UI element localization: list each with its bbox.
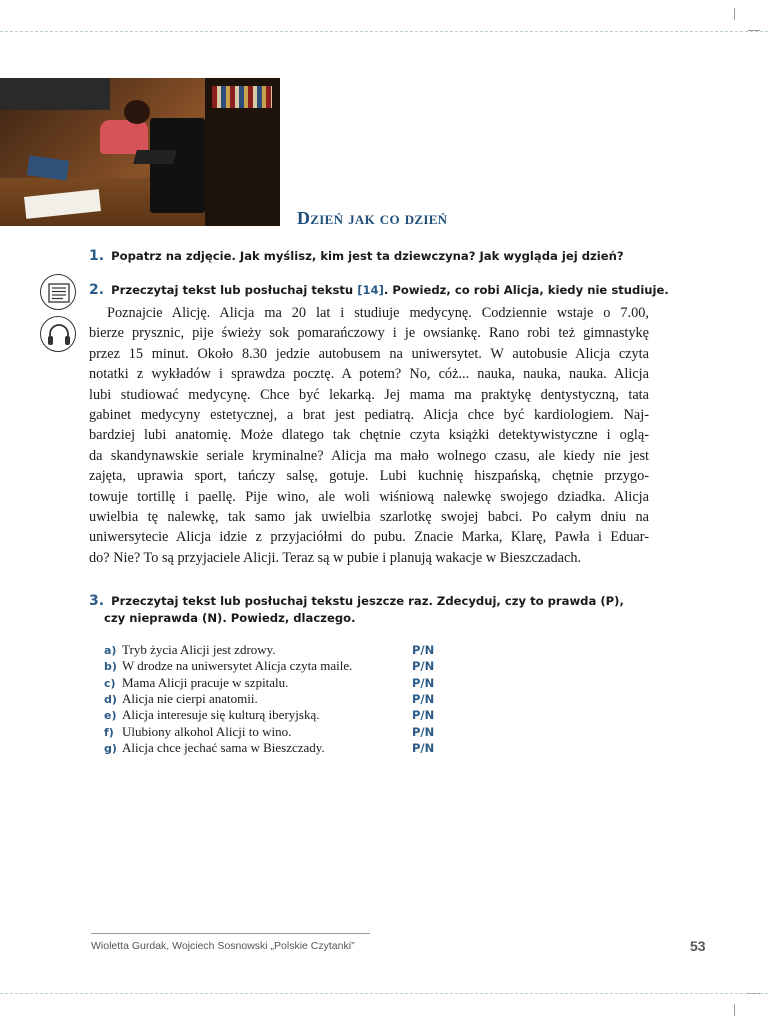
statement-text: Mama Alicji pracuje w szpitalu.	[122, 675, 289, 690]
statement-item	[104, 658, 352, 675]
reading-line: gabinet medycyny estetycznej, a brat jest pediatrą. Alicja chce być kardiologiem. Naj-	[89, 406, 649, 423]
task-text: Popatrz na zdjęcie. Jak myślisz, kim jest ta dziewczyna? Jak wygląda jej dzień?	[111, 249, 624, 263]
headphones-icon	[40, 316, 76, 352]
statement-item	[104, 675, 288, 692]
statement-letter: a)	[104, 644, 117, 657]
page-number: 53	[690, 938, 706, 954]
statement-item	[104, 740, 325, 757]
statement-text: W drodze na uniwersytet Alicja czyta maile.	[122, 658, 353, 673]
trim-line-top	[0, 31, 768, 32]
answer-choice[interactable]: P/N	[412, 741, 435, 755]
reading-line: notatki z wykładów i sprawdza pocztę. A potem? No, cóż... nauka, nauka, nauka. Alicja	[89, 366, 649, 383]
footer-credit: Wioletta Gurdak, Wojciech Sosnowski „Polskie Czytanki”	[91, 940, 355, 952]
answer-choice[interactable]: P/N	[412, 725, 435, 739]
statement-text: Alicja interesuje się kulturą iberyjską.	[122, 707, 320, 722]
reading-icon	[40, 274, 76, 310]
task-3	[89, 593, 624, 609]
task-number: 2.	[89, 282, 105, 298]
statement-text: Alicja chce jechać sama w Bieszczady.	[122, 740, 325, 755]
task-3-line-2	[104, 610, 356, 626]
footer-divider	[91, 933, 370, 934]
photo-girl-with-laptop	[0, 78, 280, 226]
task-number: 1.	[89, 248, 105, 264]
reading-line: uwielbia tę nalewkę, tak samo jak uwielbia szarlotkę swojej babci. Po całym dniu na	[89, 508, 649, 525]
reading-line: towuje tortillę i paellę. Pije wino, ale woli wiśniową nalewkę swojego dziadka. Alicja	[89, 488, 649, 505]
statement-text: Tryb życia Alicji jest zdrowy.	[122, 642, 276, 657]
reading-line: bardziej lubi anatomię. Może dlatego tak chętnie czyta książki detektywistyczne i oglą-	[89, 427, 649, 444]
reading-line: do? Nie? To są przyjaciele Alicji. Teraz są w pubie i planują wakacje w Bieszczadach.	[89, 549, 582, 566]
reading-text	[89, 303, 649, 568]
task-text: . Powiedz, co robi Alicja, kiedy nie studiuje.	[383, 283, 669, 297]
reading-line: da skandynawskie seriale kryminalne? Alicja ma mało wolnego czasu, ale kiedy nie jest	[89, 447, 649, 464]
reading-line: uniwersytecie Alicja idzie z przyjaciółmi do pubu. Znacie Marka, Klarę, Pawła i Eduar-	[89, 529, 649, 546]
task-text: czy nieprawda (N). Powiedz, dlaczego.	[104, 611, 356, 625]
crop-mark	[734, 8, 735, 20]
answer-choice[interactable]: P/N	[412, 708, 435, 722]
statement-item	[104, 642, 276, 659]
task-text: Przeczytaj tekst lub posłuchaj tekstu jeszcze raz. Zdecyduj, czy to prawda (P),	[111, 594, 624, 608]
statement-letter: f)	[104, 726, 114, 739]
reading-line: Poznajcie Alicję. Alicja ma 20 lat i studiuje medycynę. Codziennie wstaje o 7.00,	[107, 305, 649, 321]
answer-choice[interactable]: P/N	[412, 659, 435, 673]
task-text: Przeczytaj tekst lub posłuchaj tekstu	[111, 283, 358, 297]
page-title: Dzień jak co dzień	[297, 208, 448, 228]
audio-track-ref: [14]	[357, 283, 384, 297]
reading-line: zajęta, uprawia sport, tańczy salsę, gotuje. Lubi kuchnię hiszpańską, chętnie przygo-	[89, 468, 649, 485]
statement-text: Ulubiony alkohol Alicji to wino.	[122, 724, 292, 739]
statement-letter: g)	[104, 742, 117, 755]
answer-choice[interactable]: P/N	[412, 676, 435, 690]
task-1	[89, 248, 624, 264]
task-2	[89, 282, 669, 298]
statement-letter: c)	[104, 677, 116, 690]
answer-choice[interactable]: P/N	[412, 692, 435, 706]
statement-letter: d)	[104, 693, 117, 706]
statement-letter: e)	[104, 709, 117, 722]
statement-item	[104, 707, 319, 724]
reading-line: lubi studiować medycynę. Chce być lekarką. Jej mama ma praktykę dentystyczną, tata	[89, 386, 649, 403]
statement-item	[104, 724, 291, 741]
statement-letter: b)	[104, 660, 117, 673]
statement-item	[104, 691, 258, 708]
task-number: 3.	[89, 593, 105, 609]
answer-choice[interactable]: P/N	[412, 643, 435, 657]
trim-line-bottom	[0, 993, 768, 994]
crop-mark	[734, 1004, 735, 1016]
statement-text: Alicja nie cierpi anatomii.	[122, 691, 258, 706]
reading-line: bierze prysznic, pije świeży sok pomarańczowy i je owsiankę. Rano robi też gimnastykę	[89, 325, 649, 342]
reading-line: przez 15 minut. Około 8.30 jedzie autobusem na uniwersytet. W autobusie Alicja czyta	[89, 345, 649, 362]
